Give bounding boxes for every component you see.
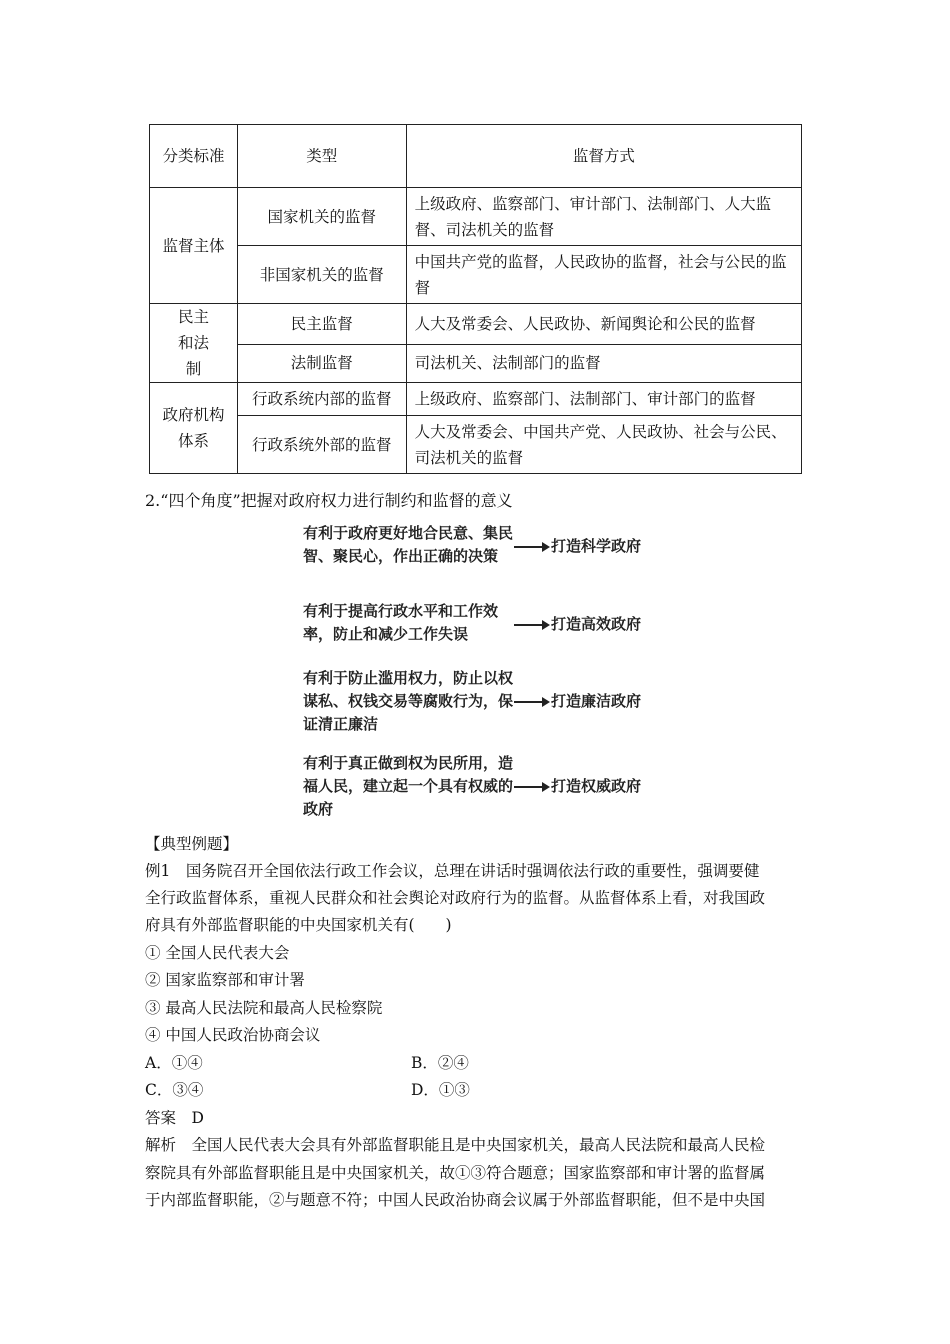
method-cell: 上级政府、监察部门、法制部门、审计部门的监督 [406, 383, 801, 416]
arrow-icon [514, 786, 548, 788]
diagram-text: 有利于政府更好地合民意、集民智、聚民心，作出正确的决策 [303, 524, 514, 565]
table-row [150, 246, 802, 304]
example-heading: 【典型例题】 [145, 835, 239, 853]
table-row [150, 188, 802, 246]
type-cell: 行政系统内部的监督 [237, 383, 406, 416]
diagram-goal: 打造科学政府 [551, 537, 642, 555]
diagram-goal: 打造廉洁政府 [551, 692, 642, 710]
method-cell: 司法机关、法制部门的监督 [406, 344, 801, 382]
header-type: 类型 [237, 125, 406, 188]
table-row [150, 344, 802, 382]
analysis-line: 解析 全国人民代表大会具有外部监督职能且是中央国家机关，最高人民法院和最高人民检 [145, 1136, 766, 1154]
method-cell: 人大及常委会、人民政协、新闻舆论和公民的监督 [406, 304, 801, 345]
statement: ④ 中国人民政治协商会议 [145, 1026, 321, 1044]
significance-diagram [303, 522, 663, 822]
answer-line: 答案 D [145, 1109, 204, 1127]
arrow-icon [514, 701, 548, 703]
criterion-cell: 政府机构体系 [150, 383, 238, 474]
diagram-text: 有利于提高行政水平和工作效率，防止和减少工作失误 [303, 602, 499, 643]
question-line: 府具有外部监督职能的中央国家机关有( ) [145, 916, 452, 934]
method-cell: 中国共产党的监督，人民政协的监督，社会与公民的监督 [406, 246, 801, 304]
option-d: D．①③ [411, 1081, 470, 1099]
statement: ① 全国人民代表大会 [145, 944, 290, 962]
diagram-text: 有利于真正做到权为民所用，造福人民，建立起一个具有权威的政府 [303, 754, 514, 818]
type-cell: 行政系统外部的监督 [237, 416, 406, 474]
type-cell: 国家机关的监督 [237, 188, 406, 246]
question-line: 全行政监督体系，重视人民群众和社会舆论对政府行为的监督。从监督体系上看，对我国政 [145, 889, 766, 907]
diagram-goal: 打造权威政府 [551, 777, 642, 795]
arrow-icon [514, 624, 548, 626]
type-cell: 非国家机关的监督 [237, 246, 406, 304]
statement: ③ 最高人民法院和最高人民检察院 [145, 999, 383, 1017]
analysis-line: 于内部监督职能，②与题意不符；中国人民政治协商会议属于外部监督职能，但不是中央国 [145, 1191, 766, 1209]
question-line: 例1 国务院召开全国依法行政工作会议，总理在讲话时强调依法行政的重要性，强调要健 [145, 862, 760, 880]
statement: ② 国家监察部和审计署 [145, 971, 305, 989]
method-cell: 上级政府、监察部门、审计部门、法制部门、人大监督、司法机关的监督 [406, 188, 801, 246]
table-header-row [150, 125, 802, 188]
analysis-line: 察院具有外部监督职能且是中央国家机关，故①③符合题意；国家监察部和审计署的监督属 [145, 1164, 766, 1182]
option-a: A．①④ [145, 1054, 203, 1072]
table-row [150, 383, 802, 416]
table-row [150, 304, 802, 345]
type-cell: 民主监督 [237, 304, 406, 345]
supervision-table [149, 124, 802, 474]
type-cell: 法制监督 [237, 344, 406, 382]
method-cell: 人大及常委会、中国共产党、人民政协、社会与公民、司法机关的监督 [406, 416, 801, 474]
header-method: 监督方式 [406, 125, 801, 188]
table-row [150, 416, 802, 474]
header-criterion: 分类标准 [150, 125, 238, 188]
diagram-goal: 打造高效政府 [551, 615, 642, 633]
option-c: C．③④ [145, 1081, 204, 1099]
criterion-cell: 民主和法制 [150, 304, 238, 383]
section-title: 2.“四个角度”把握对政府权力进行制约和监督的意义 [145, 491, 513, 510]
diagram-text: 有利于防止滥用权力，防止以权谋私、权钱交易等腐败行为，保证清正廉洁 [303, 669, 514, 733]
criterion-cell: 监督主体 [150, 188, 238, 304]
arrow-icon [514, 546, 548, 548]
option-b: B．②④ [411, 1054, 469, 1072]
